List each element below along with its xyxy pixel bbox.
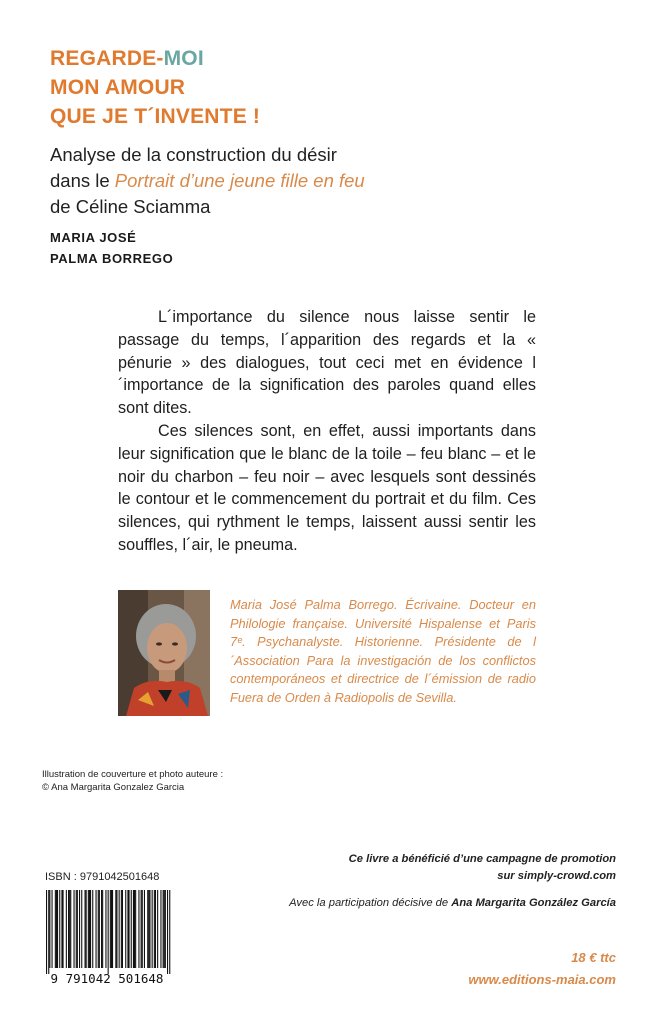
barcode-bar [69,890,70,968]
barcode-bar [154,890,155,968]
barcode-bar [133,890,134,968]
barcode-bar [141,890,142,968]
barcode-bar [121,890,122,968]
illustration-credit [42,768,342,794]
author-line-2: PALMA BORREGO [50,251,174,266]
author-photo [118,590,210,716]
barcode-bar [63,890,64,968]
price: 18 € ttc [571,950,616,965]
book-title [50,44,260,131]
isbn-label: ISBN : 9791042501648 [45,871,160,883]
author-name [50,227,173,269]
author-photo-portrait [118,590,210,716]
barcode-bar [112,890,113,968]
barcode-bar [85,890,86,968]
barcode-bar [125,890,126,968]
publisher-website[interactable]: www.editions-maia.com [468,972,616,987]
title-line-1-b: MOI [163,47,204,70]
barcode-digits: 9 791042 501648 [50,971,164,986]
back-cover-blurb [118,306,536,557]
barcode-bar [76,890,77,968]
barcode-bar [61,890,62,968]
barcode-bar [127,890,128,968]
barcode-bar [102,890,103,968]
barcode-bar [52,890,53,968]
barcode-bar [122,890,123,968]
barcode-bar [115,890,116,968]
title-line-2: MON AMOUR [50,76,186,99]
barcode-bar [157,890,158,968]
barcode-bar [46,890,47,974]
barcode-bar [81,890,82,968]
barcode-bar [48,890,49,974]
barcode-bar [148,890,149,968]
subtitle-line-1: Analyse de la construction du désir [50,144,337,165]
promotion-note [300,851,616,885]
barcode-graphic [42,890,172,986]
barcode-bar [142,890,143,968]
barcode-bar [68,890,69,968]
barcode-bar [56,890,57,968]
barcode-bar [88,890,89,968]
barcode-bar [49,890,50,968]
barcode-bar [160,890,161,968]
barcode-bar [90,890,91,968]
subtitle [50,142,590,220]
barcode-bar [147,890,148,968]
barcode [42,890,172,986]
barcode-bar [167,890,168,974]
barcode-bar [165,890,166,968]
credit-line-2: © Ana Margarita Gonzalez Garcia [42,782,185,793]
barcode-bar [144,890,145,968]
barcode-bar [129,890,130,968]
barcode-bar [149,890,150,968]
promo-line-1: Ce livre a bénéficié d’une campagne de promotion [348,853,616,865]
subtitle-line-3: de Céline Sciamma [50,196,211,217]
subtitle-line-2 [50,168,590,194]
barcode-bar [92,890,93,968]
barcode-bar [86,890,87,968]
barcode-bar [89,890,90,968]
promo-line-2: sur simply-crowd.com [497,870,616,882]
barcode-bar [74,890,75,968]
barcode-bar [96,890,97,968]
barcode-bar [135,890,136,968]
barcode-bar [110,890,111,968]
participation-note [220,895,616,911]
barcode-bar [55,890,56,968]
blurb-paragraph-1: L´importance du silence nous laisse sentir le passage du temps, l´apparition des regards et la « pénurie » des dialogues, tout ceci met en évidence l´importance de la signification des paroles quand elles sont dites. [118,308,536,418]
barcode-bar [99,890,100,968]
barcode-bar [98,890,99,968]
barcode-bar [108,890,109,974]
subtitle-line-2-prefix: dans le [50,170,115,191]
participation-name: Ana Margarita González García [451,897,616,909]
barcode-bar [66,890,67,968]
barcode-bar [101,890,102,968]
barcode-bar [164,890,165,968]
film-title: Portrait d’une jeune fille en feu [114,170,365,191]
barcode-bar [105,890,106,968]
barcode-bar [116,890,117,968]
author-bio: Maria José Palma Borrego. Écrivaine. Docteur en Philologie française. Université Hispalense et Paris 7ᵉ. Psychanalyste. Historienne. Présidente de l´Association Para la investigación de los conflictos contemporáneos et directrice de l´émission de radio Fuera de Orden à Radiopolis de Sevilla. [230,597,536,705]
barcode-bar [111,890,112,968]
barcode-bar [152,890,153,968]
author-line-1: MARIA JOSÉ [50,230,137,245]
barcode-bar [134,890,135,968]
barcode-bar [131,890,132,968]
participation-prefix: Avec la participation décisive de [289,897,452,909]
title-line-1 [50,44,260,73]
barcode-bar [57,890,58,968]
barcode-bar [77,890,78,968]
credit-line-1: Illustration de couverture et photo auteure : [42,769,224,780]
title-line-1-a: REGARDE- [50,47,164,70]
barcode-bar [59,890,60,968]
barcode-bar [163,890,164,968]
barcode-bar [155,890,156,968]
barcode-bar [119,890,120,968]
barcode-bar [138,890,139,968]
title-line-3: QUE JE T´INVENTE ! [50,105,261,128]
barcode-bar [79,890,80,968]
barcode-bar [70,890,71,968]
barcode-bar [169,890,170,974]
blurb-paragraph-2: Ces silences sont, en effet, aussi importants dans leur signification que le blanc de la toile – feu blanc – et le noir du charbon – feu noir – avec lesquels sont dessinés le contour et le commencement du portrait et du film. Ces silences, qui rythment le temps, laissent aussi sentir les souffles, l´air, le pneuma. [118,421,536,554]
